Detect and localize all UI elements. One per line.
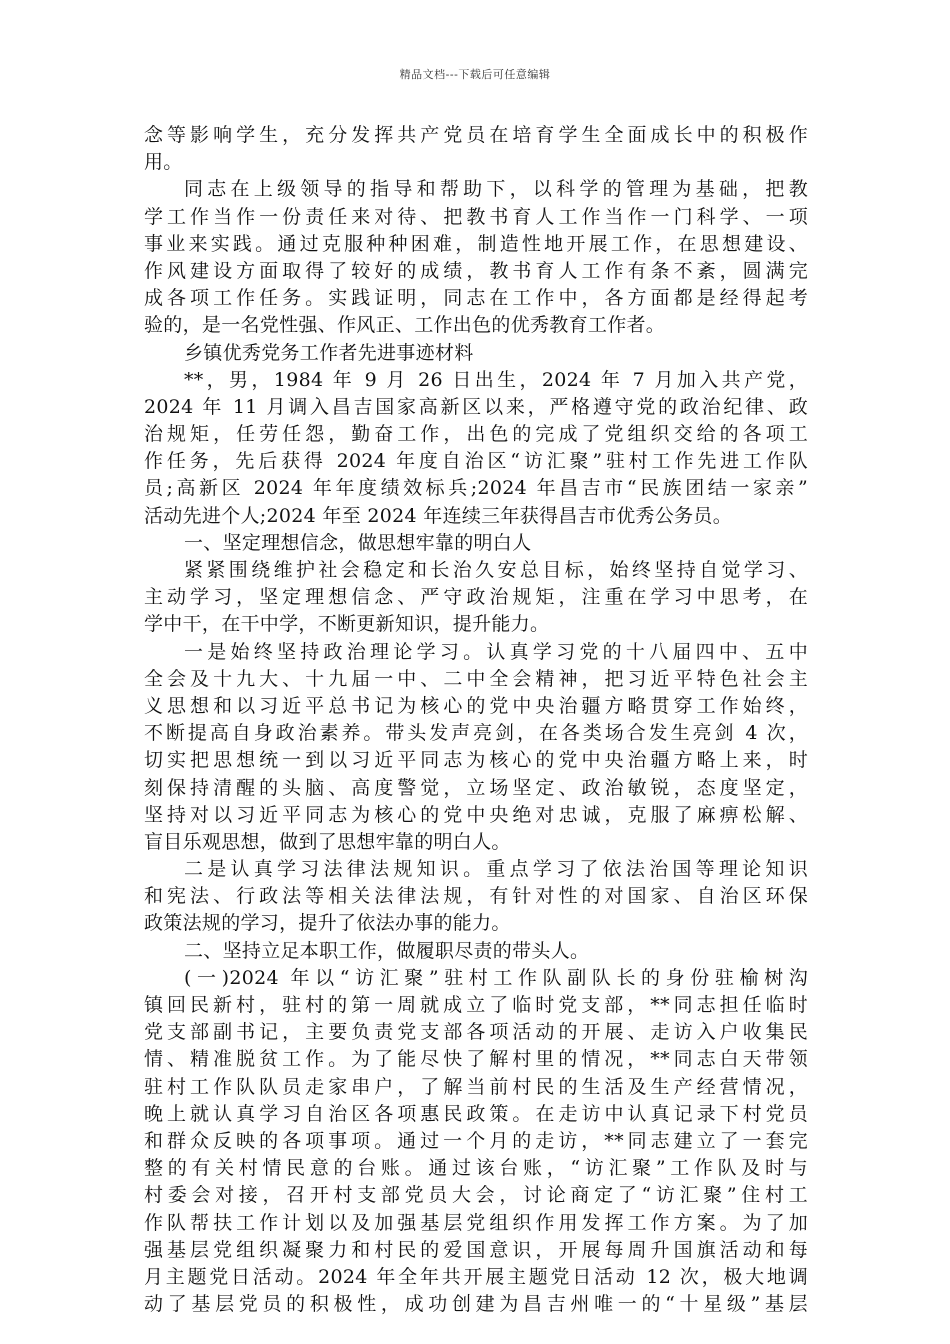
- text-line: 村委会对接，召开村支部党员大会，讨论商定了“访汇聚”住村工: [144, 1184, 808, 1207]
- text-line: 不断提高自身政治素养。带头发声亮剑，在各类场合发生亮剑 4 次，: [144, 722, 808, 745]
- text-line: 事业来实践。通过克服种种困难，制造性地开展工作，在思想建设、: [144, 232, 808, 255]
- section-heading: 一、坚定理想信念，做思想牢靠的明白人: [184, 531, 532, 554]
- text-line: 刻保持清醒的头脑、高度警觉，立场坚定、政治敏锐，态度坚定，: [144, 776, 808, 799]
- text-line: 驻村工作队队员走家串户，了解当前村民的生活及生产经营情况，: [144, 1075, 808, 1098]
- text-line: 作风建设方面取得了较好的成绩，教书育人工作有条不紊，圆满完: [144, 259, 808, 282]
- page-header: 精品文档---下载后可任意编辑: [399, 68, 551, 81]
- text-line: 作队帮扶工作计划以及加强基层党组织作用发挥工作方案。为了加: [144, 1211, 808, 1234]
- text-line: 员;高新区 2024 年年度绩效标兵;2024 年昌吉市“民族团结一家亲”: [144, 477, 808, 500]
- text-line: 学工作当作一份责任来对待、把教书育人工作当作一门科学、一项: [144, 205, 808, 228]
- text-line: 党支部副书记，主要负责党支部各项活动的开展、走访入户收集民: [144, 1021, 808, 1044]
- text-line: 义思想和以习近平总书记为核心的党中央治疆方略贯穿工作始终，: [144, 694, 808, 717]
- text-line: 镇回民新村，驻村的第一周就成立了临时党支部，**同志担任临时: [144, 994, 808, 1016]
- text-line: 情、精准脱贫工作。为了能尽快了解村里的情况，**同志白天带领: [144, 1048, 808, 1071]
- section-title: 乡镇优秀党务工作者先进事迹材料: [184, 341, 474, 364]
- text-line: 活动先进个人;2024 年至 2024 年连续三年获得昌吉市优秀公务员。: [144, 504, 733, 527]
- text-line: 治规矩，任劳任怨，勤奋工作，出色的完成了党组织交给的各项工: [144, 423, 808, 446]
- text-line: 动了基层党员的积极性，成功创建为昌吉州唯一的“十星级”基层: [144, 1293, 808, 1316]
- paragraph-start: 二是认真学习法律法规知识。重点学习了依法治国等理论知识: [184, 858, 808, 881]
- paragraph-start: **，男，1984 年 9 月 26 日出生，2024 年 7 月加入共产党，: [184, 368, 808, 391]
- text-line: 全会及十九大、十九届一中、二中全会精神，把习近平特色社会主: [144, 667, 808, 690]
- paragraph-start: 一是始终坚持政治理论学习。认真学习党的十八届四中、五中: [184, 640, 808, 663]
- document-body: [144, 122, 808, 1318]
- text-line: 作任务，先后获得 2024 年度自治区“访汇聚”驻村工作先进工作队: [144, 450, 808, 473]
- text-line: 成各项工作任务。实践证明，同志在工作中，各方面都是经得起考: [144, 287, 808, 310]
- text-line: 2024 年 11 月调入昌吉国家高新区以来，严格遵守党的政治纪律、政: [144, 395, 808, 418]
- text-line: 和群众反映的各项事项。通过一个月的走访，**同志建立了一套完: [144, 1129, 808, 1152]
- text-line: 和宪法、行政法等相关法律法规，有针对性的对国家、自治区环保: [144, 885, 808, 908]
- text-line: 用。: [144, 151, 183, 174]
- text-line: 盲目乐观思想，做到了思想牢靠的明白人。: [144, 830, 511, 853]
- section-heading: 二、坚持立足本职工作，做履职尽责的带头人。: [184, 939, 590, 962]
- text-line: 晚上就认真学习自治区各项惠民政策。在走访中认真记录下村党员: [144, 1102, 808, 1125]
- text-line: 政策法规的学习，提升了依法办事的能力。: [144, 912, 511, 935]
- text-line: 念等影响学生，充分发挥共产党员在培育学生全面成长中的积极作: [144, 124, 808, 146]
- text-line: 验的，是一名党性强、作风正、工作出色的优秀教育工作者。: [144, 314, 666, 337]
- text-line: 主动学习，坚定理想信念、严守政治规矩，注重在学习中思考，在: [144, 586, 808, 609]
- text-line: 切实把思想统一到以习近平同志为核心的党中央治疆方略上来，时: [144, 749, 808, 772]
- text-line: 强基层党组织凝聚力和村民的爱国意识，开展每周升国旗活动和每: [144, 1238, 808, 1261]
- paragraph-start: (一)2024 年以“访汇聚”驻村工作队副队长的身份驻榆树沟: [184, 966, 808, 989]
- paragraph-start: 同志在上级领导的指导和帮助下，以科学的管理为基础，把教: [184, 178, 808, 201]
- paragraph-start: 紧紧围绕维护社会稳定和长治久安总目标，始终坚持自觉学习、: [184, 559, 808, 581]
- text-line: 整的有关村情民意的台账。通过该台账，“访汇聚”工作队及时与: [144, 1157, 808, 1180]
- text-line: 坚持对以习近平同志为核心的党中央绝对忠诚，克服了麻痹松解、: [144, 803, 808, 826]
- text-line: 学中干，在干中学，不断更新知识，提升能力。: [144, 613, 550, 636]
- text-line: 月主题党日活动。2024 年全年共开展主题党日活动 12 次，极大地调: [144, 1265, 808, 1288]
